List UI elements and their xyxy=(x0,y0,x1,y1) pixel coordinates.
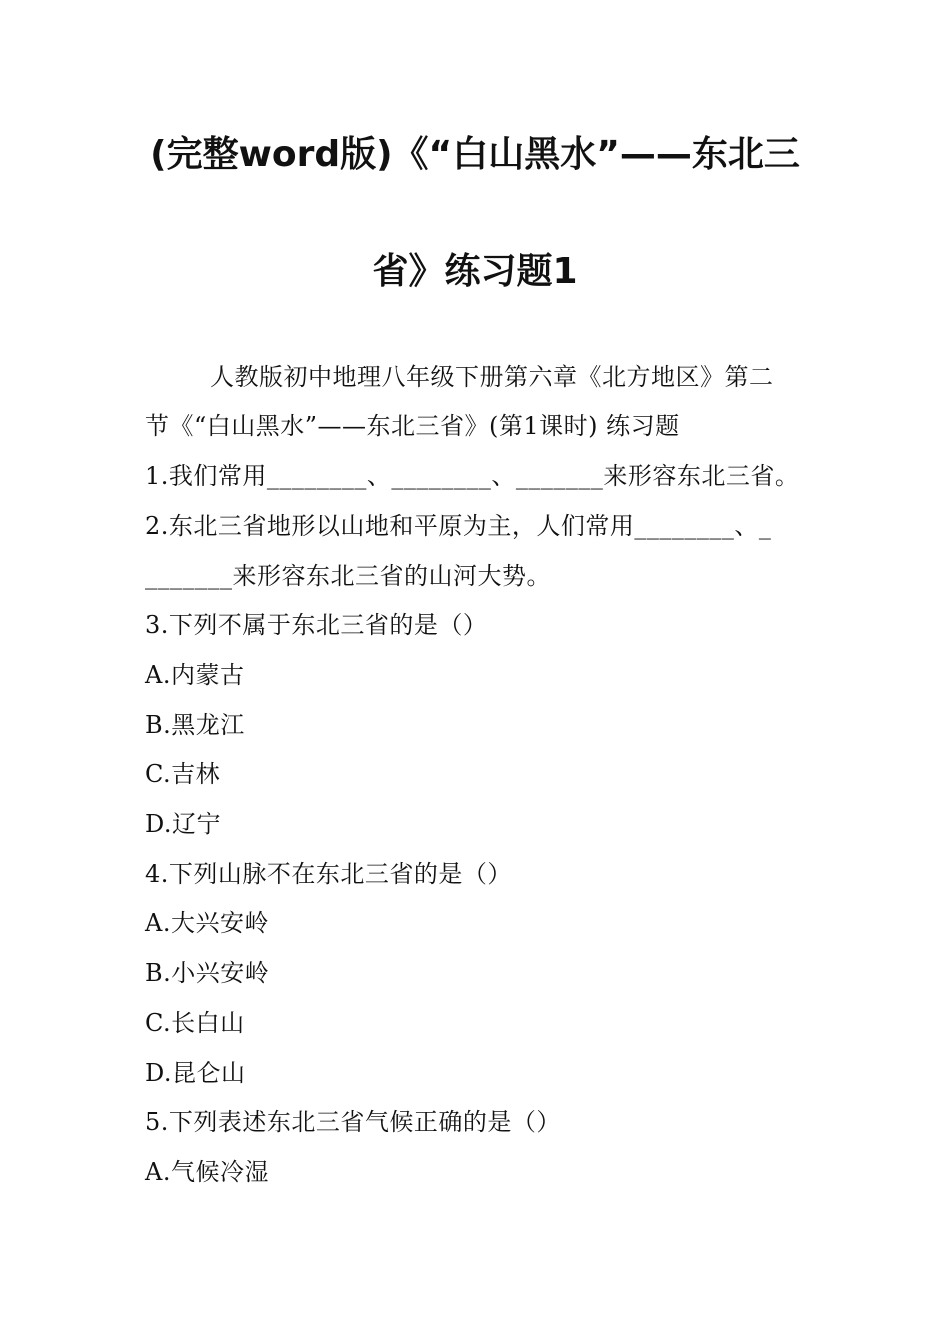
question-5: 5.下列表述东北三省气候正确的是（） xyxy=(145,1108,561,1136)
document-title-line-2: 省》练习题1 xyxy=(372,251,578,292)
intro-line-2: 节《“白山黑水”——东北三省》(第1课时) 练习题 xyxy=(145,412,680,440)
question-3: 3.下列不属于东北三省的是（） xyxy=(145,611,488,639)
question-4-option-b: B.小兴安岭 xyxy=(145,959,270,987)
question-4-option-a: A.大兴安岭 xyxy=(145,909,269,937)
question-3-option-b: B.黑龙江 xyxy=(145,711,245,739)
question-5-option-a: A.气候冷湿 xyxy=(145,1158,269,1186)
question-3-option-c: C.吉林 xyxy=(145,760,221,788)
intro-line-1: 人教版初中地理八年级下册第六章《北方地区》第二 xyxy=(210,363,774,391)
question-4-option-c: C.长白山 xyxy=(145,1009,245,1037)
question-1: 1.我们常用________、________、_______来形容东北三省。 xyxy=(145,462,800,490)
question-4: 4.下列山脉不在东北三省的是（） xyxy=(145,860,512,888)
question-3-option-d: D.辽宁 xyxy=(145,810,222,838)
question-3-option-a: A.内蒙古 xyxy=(145,661,245,689)
document-title-line-1: (完整word版)《“白山黑水”——东北三 xyxy=(150,134,800,175)
question-4-option-d: D.昆仑山 xyxy=(145,1059,246,1087)
question-2-line-1: 2.东北三省地形以山地和平原为主，人们常用________、_ xyxy=(145,512,772,540)
question-2-line-2: _______来形容东北三省的山河大势。 xyxy=(145,562,551,590)
